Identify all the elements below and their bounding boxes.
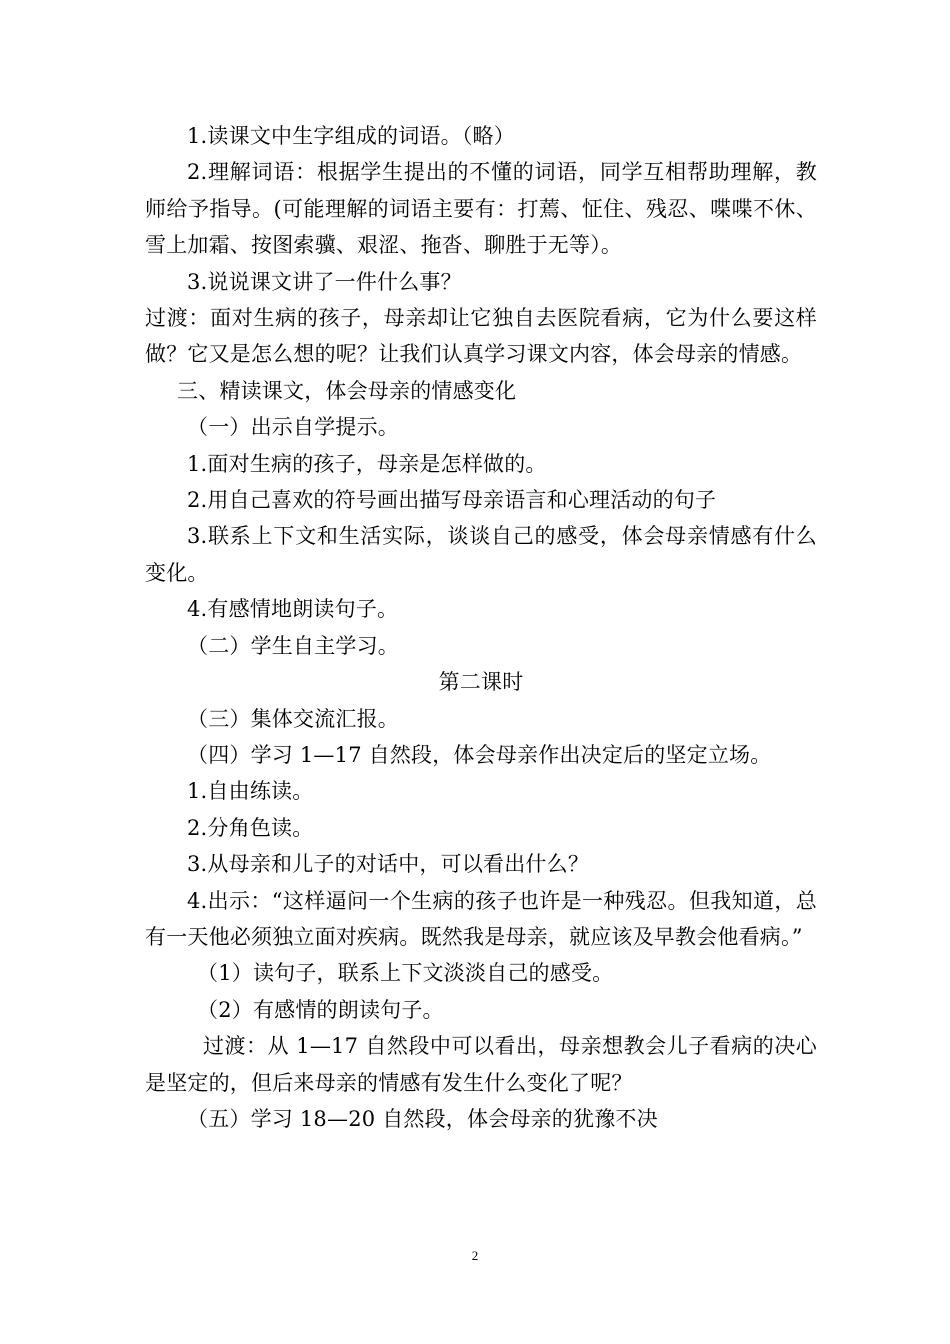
- paragraph-10: 4.有感情地朗读句子。: [187, 597, 399, 622]
- paragraph-4: 过渡：面对生病的孩子，母亲却让它独自去医院看病，它为什么要这样做？它又是怎么想的呢？让我们认真学习课文内容，体会母亲的情感。: [145, 306, 817, 367]
- paragraph-20: （2）有感情的朗读句子。: [197, 997, 444, 1022]
- document-body: [145, 118, 817, 1137]
- paragraph-11: （二）学生自主学习。: [187, 633, 399, 658]
- paragraph-13: （三）集体交流汇报。: [187, 706, 399, 731]
- page-number: 2: [471, 1248, 479, 1263]
- section-heading-3: 三、精读课文，体会母亲的情感变化: [177, 378, 517, 403]
- paragraph-8: 2.用自己喜欢的符号画出描写母亲语言和心理活动的句子: [187, 488, 717, 513]
- paragraph-7: 1.面对生病的孩子，母亲是怎样做的。: [187, 451, 547, 476]
- paragraph-15: 1.自由练读。: [187, 779, 314, 804]
- paragraph-22: （五）学习 18—20 自然段，体会母亲的犹豫不决: [187, 1106, 658, 1131]
- paragraph-19: （1）读句子，联系上下文淡淡自己的感受。: [197, 961, 614, 986]
- paragraph-2: 2.理解词语：根据学生提出的不懂的词语，同学互相帮助理解，教师给予指导。(可能理解的词语主要有：打蔫、怔住、残忍、喋喋不休、雪上加霜、按图索骥、艰涩、拖沓、聊胜于无等）。: [145, 160, 817, 258]
- paragraph-1: 1.读课文中生字组成的词语。（略）: [187, 124, 515, 148]
- lesson-heading: 第二课时: [438, 670, 524, 695]
- paragraph-6: （一）出示自学提示。: [187, 415, 399, 440]
- paragraph-16: 2.分角色读。: [187, 815, 314, 840]
- paragraph-14: （四）学习 1—17 自然段，体会母亲作出决定后的坚定立场。: [187, 742, 772, 767]
- paragraph-18: 4.出示：“这样逼问一个生病的孩子也许是一种残忍。但我知道，总有一天他必须独立面对疾病。既然我是母亲，就应该及早教会他看病。”: [145, 888, 817, 949]
- paragraph-17: 3.从母亲和儿子的对话中，可以看出什么？: [187, 852, 590, 877]
- paragraph-3: 3.说说课文讲了一件什么事？: [187, 269, 462, 294]
- paragraph-9: 3.联系上下文和生活实际，谈谈自己的感受，体会母亲情感有什么变化。: [145, 524, 817, 585]
- paragraph-21: 过渡：从 1—17 自然段中可以看出，母亲想教会儿子看病的决心是坚定的，但后来母亲的情感有发生什么变化了呢？: [145, 1034, 817, 1095]
